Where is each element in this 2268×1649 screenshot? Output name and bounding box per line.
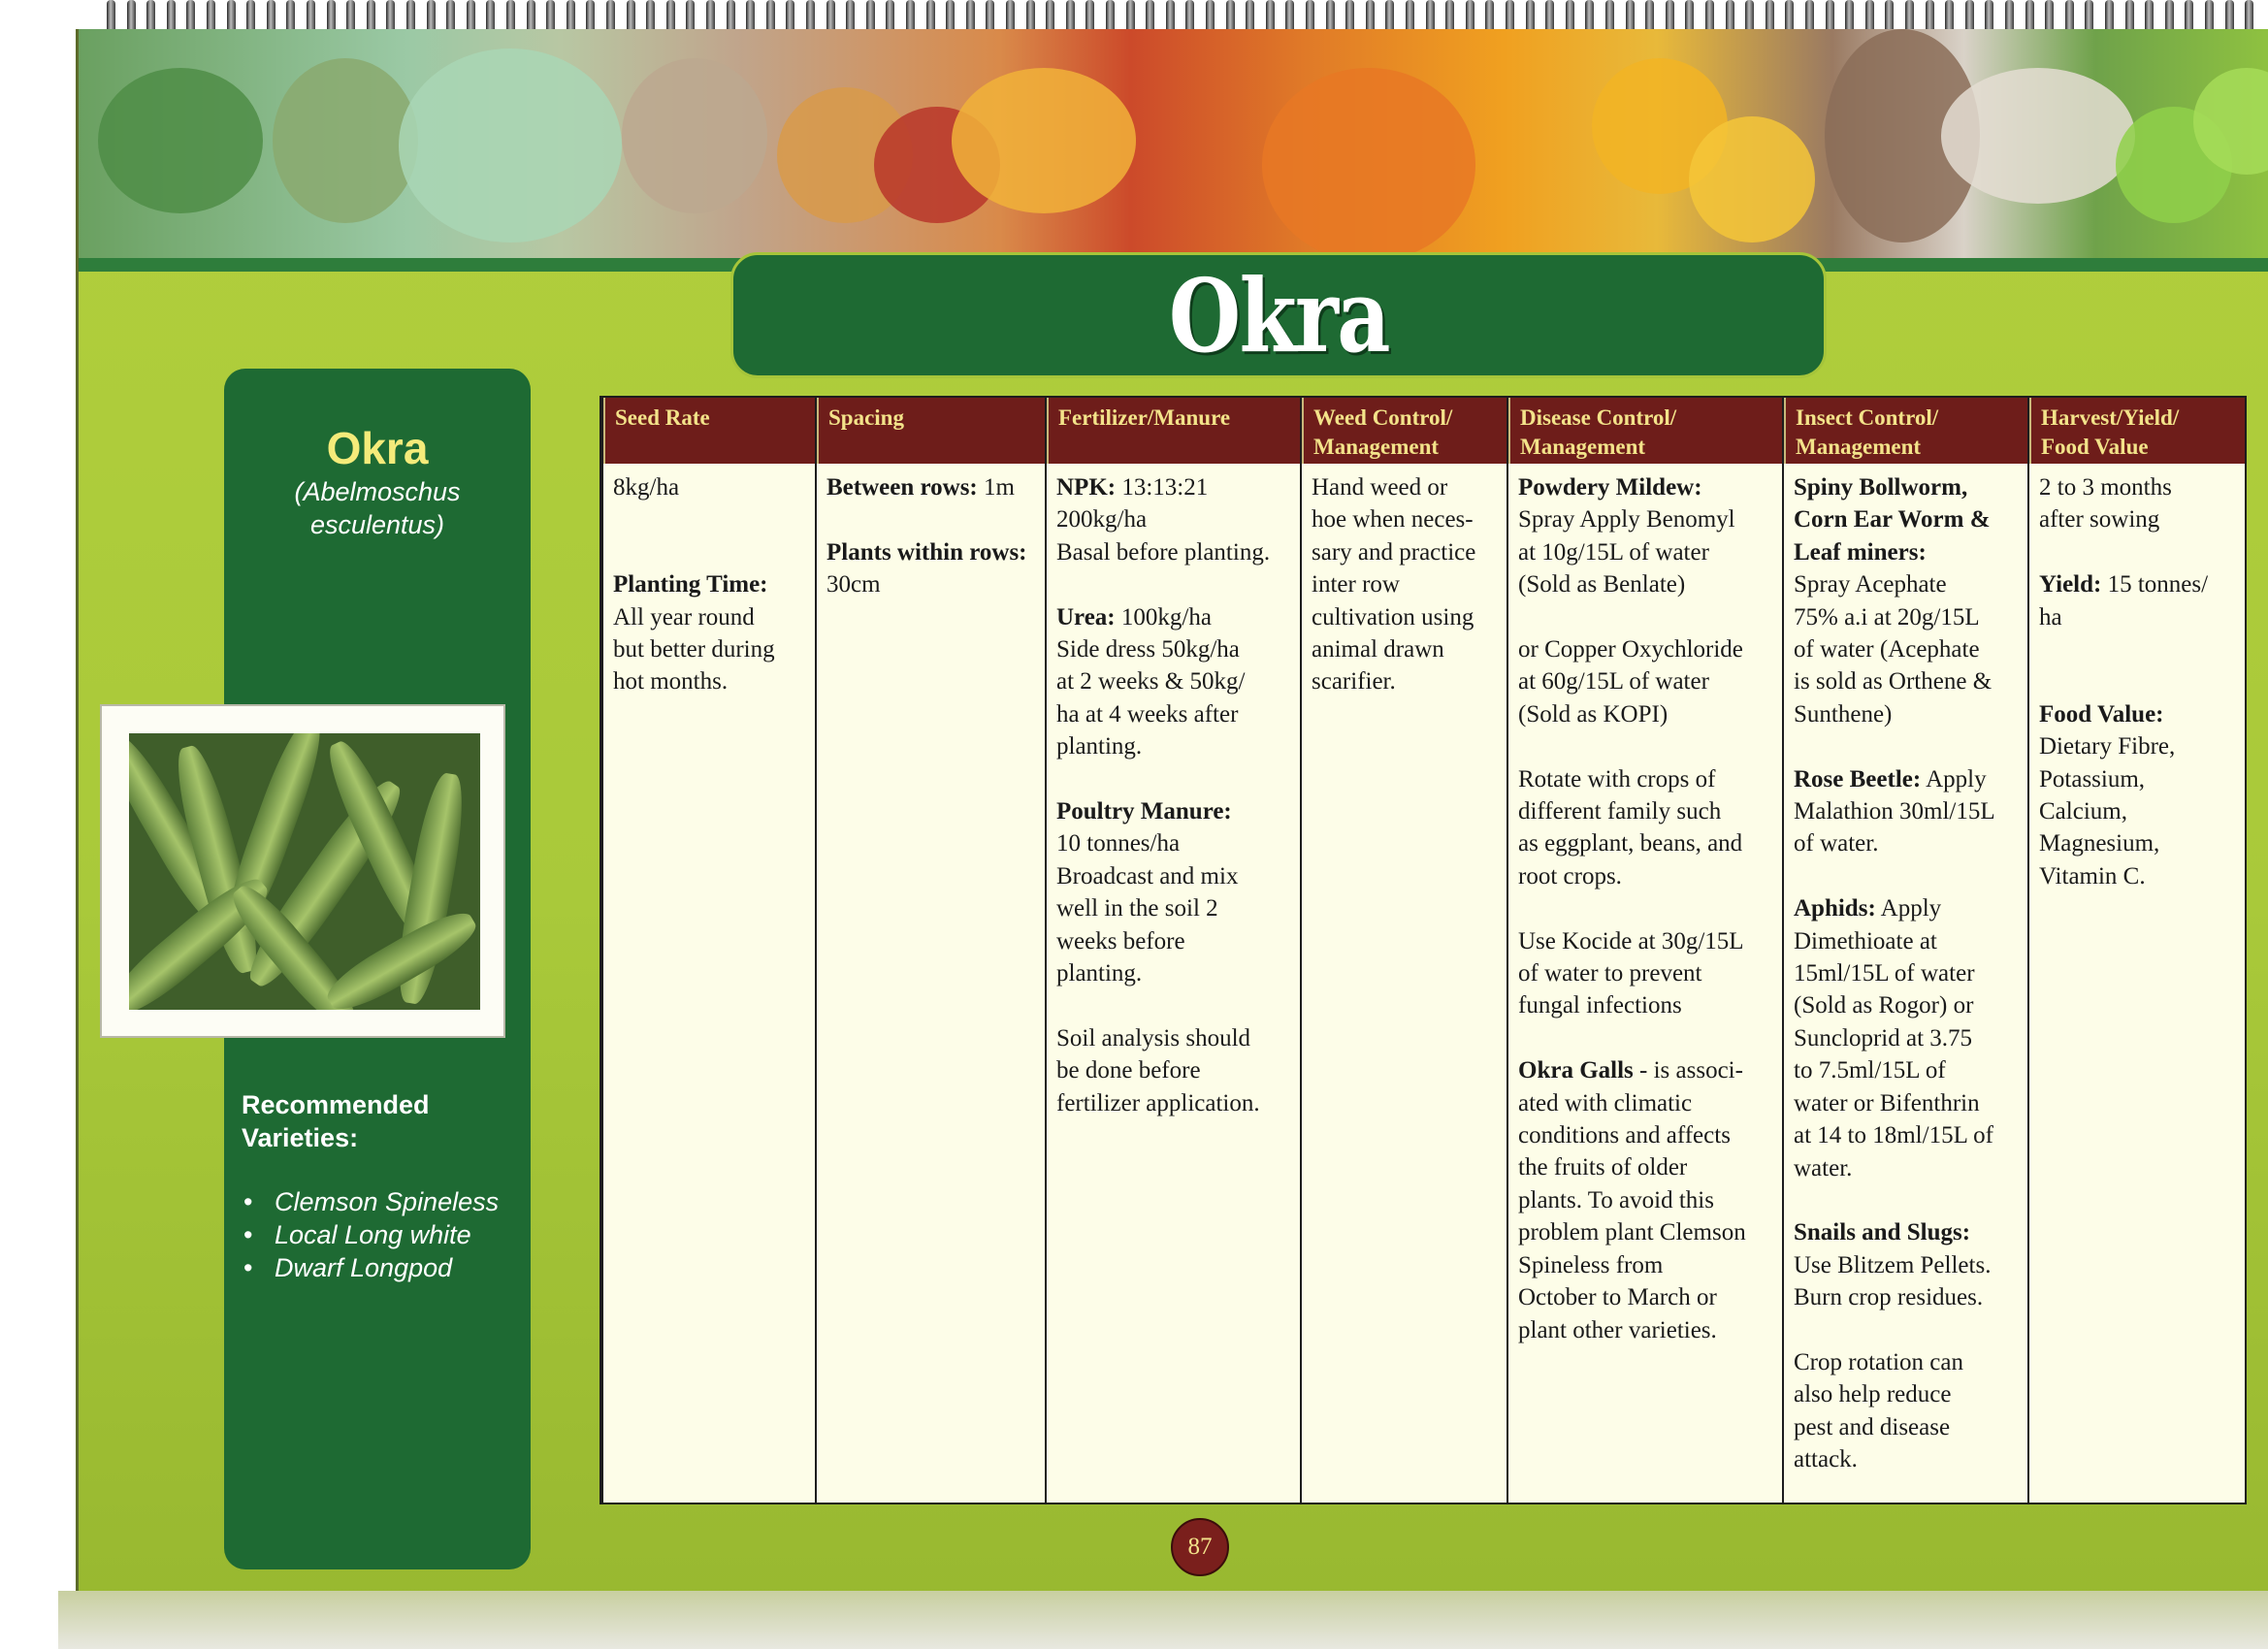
text-line: is sold as Orthene & (1794, 668, 1993, 695)
varieties-label: Varieties: (242, 1123, 359, 1153)
page-edge (58, 1591, 2268, 1649)
text-line: Broadcast and mix (1056, 862, 1239, 889)
text-line: but better during (613, 636, 775, 663)
value: 100kg/ha (1115, 603, 1212, 630)
text-line: plants. To avoid this (1518, 1186, 1714, 1213)
label: Rose Beetle: (1794, 765, 1922, 792)
text-line: conditions and affects (1518, 1122, 1731, 1149)
header-fertilizer (1047, 398, 1300, 464)
planting-time-label: Planting Time: (613, 571, 768, 598)
text-line: animal drawn (1312, 636, 1444, 663)
bollworm-label: Spiny Bollworm, (1794, 474, 1968, 501)
text-line: scarifier. (1312, 668, 1396, 695)
text-line: Dimethioate at (1794, 927, 1937, 954)
header-harvest (2029, 398, 2245, 464)
cell-weed-control (1302, 464, 1507, 698)
text-line: water or Bifenthrin (1794, 1089, 1980, 1116)
page-number: 87 (1171, 1518, 1229, 1576)
text-line: also help reduce (1794, 1381, 1952, 1408)
variety-item: • Local Long white (242, 1218, 529, 1251)
label: Yield: (2039, 571, 2102, 598)
rose-beetle-line (1794, 763, 2019, 795)
page-title: Okra (1168, 255, 1389, 375)
text-line: at 60g/15L of water (1518, 668, 1709, 695)
text-line: Crop rotation can (1794, 1348, 1963, 1375)
text-line: inter row (1312, 571, 1400, 598)
column-spacing (815, 398, 1045, 1503)
bollworm-label: Corn Ear Worm & (1794, 506, 1991, 534)
text-line: Dietary Fibre, (2039, 733, 2176, 760)
header-label: Fertilizer/Manure (1058, 405, 1231, 430)
header-label: Management (1313, 435, 1440, 459)
header-label: Harvest/Yield/ (2041, 405, 2180, 430)
header-label: Food Value (2041, 435, 2149, 459)
text-line: be done before (1056, 1057, 1201, 1084)
cell-disease-control (1508, 464, 1782, 1346)
label: Urea: (1056, 603, 1116, 630)
title-plate (730, 252, 1827, 378)
text-line: ated with climatic (1518, 1089, 1693, 1116)
variety-item: • Dwarf Longpod (242, 1251, 529, 1284)
text-line: cultivation using (1312, 603, 1474, 630)
label: Okra Galls (1518, 1057, 1634, 1084)
powdery-mildew-label: Powdery Mildew: (1518, 474, 1702, 501)
text-line: Calcium, (2039, 798, 2127, 825)
value: 1m (977, 474, 1015, 501)
text-line: or Copper Oxychloride (1518, 636, 1743, 663)
variety-item: • Clemson Spineless (242, 1185, 529, 1218)
cell-harvest (2029, 464, 2245, 892)
spacing-within-rows-value: 30cm (826, 571, 881, 598)
text-line: the fruits of older (1518, 1154, 1688, 1181)
text-line: at 10g/15L of water (1518, 538, 1709, 566)
bollworm-label: Leaf miners: (1794, 538, 1927, 566)
text-line: pest and disease (1794, 1413, 1951, 1440)
npk-line (1056, 471, 1291, 503)
text-line: water. (1794, 1154, 1853, 1181)
text-line: weeks before (1056, 927, 1185, 954)
value: Apply (1921, 765, 1987, 792)
text-line: problem plant Clemson (1518, 1219, 1746, 1246)
header-label: Disease Control/ (1520, 405, 1677, 430)
food-value-label: Food Value: (2039, 700, 2164, 728)
text-line: at 14 to 18ml/15L of (1794, 1122, 1993, 1149)
value: - is associ- (1633, 1057, 1743, 1084)
text-line: as eggplant, beans, and (1518, 830, 1743, 857)
column-insect-control (1782, 398, 2027, 1503)
text-line: of water (Acephate (1794, 636, 1980, 663)
text-line: different family such (1518, 798, 1722, 825)
text-line: Potassium, (2039, 765, 2146, 792)
text-line: Side dress 50kg/ha (1056, 636, 1240, 663)
yield-unit: ha (2039, 603, 2062, 630)
text-line: Suncloprid at 3.75 (1794, 1024, 1973, 1051)
column-weed-control (1300, 398, 1507, 1503)
text-line: Basal before planting. (1056, 538, 1271, 566)
header-label: Management (1520, 435, 1646, 459)
text-line: Use Kocide at 30g/15L (1518, 927, 1744, 954)
aphids-line (1794, 892, 2019, 924)
value: 15 tonnes/ (2101, 571, 2209, 598)
header-seed-rate (603, 398, 815, 464)
header-label: Spacing (828, 405, 904, 430)
text-line: hot months. (613, 668, 729, 695)
text-line: 200kg/ha (1056, 506, 1148, 534)
cell-insect-control (1784, 464, 2027, 1476)
text-line: Use Blitzem Pellets. (1794, 1251, 1992, 1278)
column-fertilizer (1045, 398, 1300, 1503)
text-line: Hand weed or (1312, 474, 1448, 501)
text-line: planting. (1056, 960, 1143, 987)
yield-line (2039, 568, 2236, 600)
text-line: Sunthene) (1794, 700, 1893, 728)
text-line: planting. (1056, 733, 1143, 760)
header-label: Seed Rate (615, 405, 710, 430)
text-line: fungal infections (1518, 992, 1682, 1019)
header-disease-control (1508, 398, 1782, 464)
header-label: Weed Control/ (1313, 405, 1453, 430)
text-line: 75% a.i at 20g/15L (1794, 603, 1980, 630)
text-line: root crops. (1518, 862, 1622, 889)
text-line: Malathion 30ml/15L (1794, 798, 1995, 825)
crop-name: Okra (326, 423, 429, 473)
text-line: 10 tonnes/ha (1056, 830, 1181, 857)
scientific-name-line: (Abelmoschus (294, 477, 461, 506)
header-label: Management (1796, 435, 1922, 459)
text-line: Vitamin C. (2039, 862, 2146, 889)
text-line: of water to prevent (1518, 960, 1702, 987)
text-line: well in the soil 2 (1056, 895, 1218, 922)
text-line: October to March or (1518, 1284, 1717, 1311)
text-line: Magnesium, (2039, 830, 2160, 857)
spacing-between-rows (826, 471, 1036, 503)
column-seed-rate (601, 398, 815, 1503)
column-disease-control (1507, 398, 1782, 1503)
recommended-varieties-heading (242, 1088, 523, 1154)
cell-seed-rate (603, 464, 815, 698)
text-line: hoe when neces- (1312, 506, 1474, 534)
text-line: attack. (1794, 1446, 1858, 1473)
text-line: at 2 weeks & 50kg/ (1056, 668, 1246, 695)
cell-spacing (817, 464, 1045, 601)
text-line: ha at 4 weeks after (1056, 700, 1239, 728)
text-line: Rotate with crops of (1518, 765, 1716, 792)
scientific-name-line: esculentus) (309, 510, 445, 540)
label: Aphids: (1794, 895, 1876, 922)
value: Apply (1875, 895, 1942, 922)
header-weed-control (1302, 398, 1507, 464)
column-harvest (2027, 398, 2245, 1503)
text-line: (Sold as KOPI) (1518, 700, 1669, 728)
okra-galls-line (1518, 1054, 1773, 1086)
seed-rate-value: 8kg/ha (613, 474, 680, 501)
text-line: to 7.5ml/15L of (1794, 1057, 1946, 1084)
text-line: sary and practice (1312, 538, 1476, 566)
text-line: Spray Apply Benomyl (1518, 506, 1735, 534)
text-line: Soil analysis should (1056, 1024, 1251, 1051)
label: NPK: (1056, 474, 1117, 501)
text-line: 15ml/15L of water (1794, 960, 1975, 987)
snails-slugs-label: Snails and Slugs: (1794, 1219, 1971, 1246)
text-line: of water. (1794, 830, 1879, 857)
header-insect-control (1784, 398, 2027, 464)
scientific-name (224, 475, 531, 541)
okra-photo (129, 733, 480, 1010)
recommended-label: Recommended (242, 1090, 430, 1119)
crop-guide-table (599, 396, 2247, 1504)
text-line: (Sold as Rogor) or (1794, 992, 1974, 1019)
text-line: plant other varieties. (1518, 1316, 1717, 1343)
header-label: Insect Control/ (1796, 405, 1939, 430)
poultry-manure-label: Poultry Manure: (1056, 798, 1232, 825)
label: Between rows: (826, 474, 978, 501)
cell-fertilizer (1047, 464, 1300, 1119)
urea-line (1056, 601, 1291, 633)
text-line: fertilizer application. (1056, 1089, 1260, 1116)
text-line: All year round (613, 603, 755, 630)
text-line: (Sold as Benlate) (1518, 571, 1686, 598)
text-line: Spray Acephate (1794, 571, 1947, 598)
text-line: 2 to 3 months (2039, 474, 2172, 501)
text-line: Spineless from (1518, 1251, 1664, 1278)
text-line: after sowing (2039, 506, 2160, 534)
text-line: Burn crop residues. (1794, 1284, 1984, 1311)
vegetable-banner (79, 29, 2268, 272)
value: 13:13:21 (1116, 474, 1209, 501)
header-spacing (817, 398, 1045, 464)
okra-photo-frame (100, 704, 505, 1038)
spacing-within-rows-label: Plants within rows: (826, 538, 1027, 566)
varieties-list (242, 1185, 529, 1284)
